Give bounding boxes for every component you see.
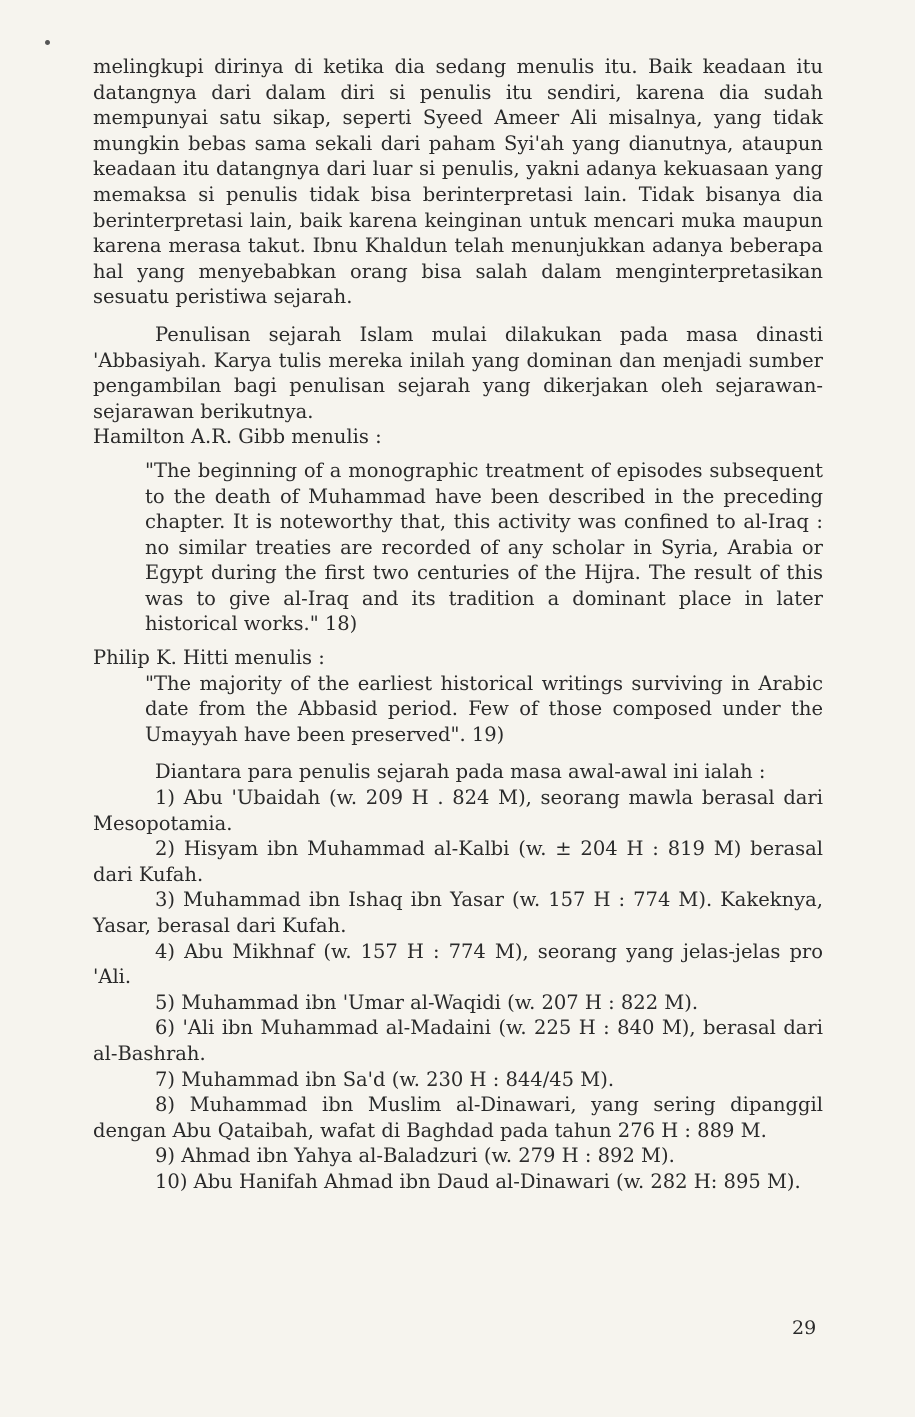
hitti-quote: "The majority of the earliest historical writings surviving in Arabic date from the Abbasid period. Few of those composed under the Umayyah have been preserved". 19): [145, 671, 823, 746]
list-intro: Diantara para penulis sejarah pada masa awal-awal ini ialah :: [155, 760, 766, 784]
list-item: 10) Abu Hanifah Ahmad ibn Daud al-Dinawari (w. 282 H: 895 M).: [155, 1169, 801, 1193]
list-item: 8) Muhammad ibn Muslim al-Dinawari, yang sering dipanggil dengan Abu Qataibah, wafat di Baghdad pada tahun 276 H : 889 M.: [93, 1093, 823, 1142]
list-item: 4) Abu Mikhnaf (w. 157 H : 774 M), seorang yang jelas-jelas pro 'Ali.: [93, 939, 823, 989]
page-number: 29: [792, 1317, 817, 1339]
list-item: 7) Muhammad ibn Sa'd (w. 230 H : 844/45 M).: [155, 1067, 615, 1091]
page-body: [93, 54, 823, 1195]
list-item: 3) Muhammad ibn Ishaq ibn Yasar (w. 157 H : 774 M). Kakeknya, Yasar, berasal dari Kufah.: [93, 888, 823, 937]
list-item: 6) 'Ali ibn Muhammad al-Madaini (w. 225 H : 840 M), berasal dari al-Bashrah.: [93, 1016, 823, 1065]
paragraph-2: Penulisan sejarah Islam mulai dilakukan pada masa dinasti 'Abbasiyah. Karya tulis mereka inilah yang dominan dan menjadi sumber pengambilan bagi penulisan sejarah yang dikerjakan oleh sejarawan-sejarawan berikutnya.: [93, 322, 823, 423]
gibb-intro: Hamilton A.R. Gibb menulis :: [93, 425, 382, 449]
list-item: 1) Abu 'Ubaidah (w. 209 H . 824 M), seorang mawla berasal dari Mesopotamia.: [93, 786, 823, 835]
speck: [45, 40, 50, 45]
list-item: 2) Hisyam ibn Muhammad al-Kalbi (w. ± 204 H : 819 M) berasal dari Kufah.: [93, 837, 823, 886]
list-item: 9) Ahmad ibn Yahya al-Baladzuri (w. 279 H : 892 M).: [155, 1144, 675, 1168]
paragraph-1: melingkupi dirinya di ketika dia sedang menulis itu. Baik keadaan itu datangnya dari dalam diri si penulis itu sendiri, karena dia sudah mempunyai satu sikap, seperti Syeed Ameer Ali misalnya, yang tidak mungkin bebas sama sekali dari paham Syi'ah yang dianutnya, ataupun keadaan itu datangnya dari luar si penulis, yakni adanya kekuasaan yang memaksa si penulis tidak bisa berinterpretasi lain. Tidak bisanya dia berinterpretasi lain, baik karena keinginan untuk mencari muka maupun karena merasa takut. Ibnu Khaldun telah menunjukkan adanya beberapa hal yang menyebabkan orang bisa salah dalam menginterpretasikan sesuatu peristiwa sejarah.: [93, 55, 823, 309]
list-item: 5) Muhammad ibn 'Umar al-Waqidi (w. 207 H : 822 M).: [155, 990, 699, 1014]
hitti-intro: Philip K. Hitti menulis :: [93, 646, 325, 670]
gibb-quote: "The beginning of a monographic treatment of episodes subsequent to the death of Muhammad have been described in the preceding chapter. It is noteworthy that, this activity was confined to al-Iraq : no similar treaties are recorded of any scholar in Syria, Arabia or Egypt during the first two centuries of the Hijra. The result of this was to give al-Iraq and its tradition a dominant place in later historical works." 18): [145, 458, 823, 636]
historian-list: [93, 785, 823, 1195]
